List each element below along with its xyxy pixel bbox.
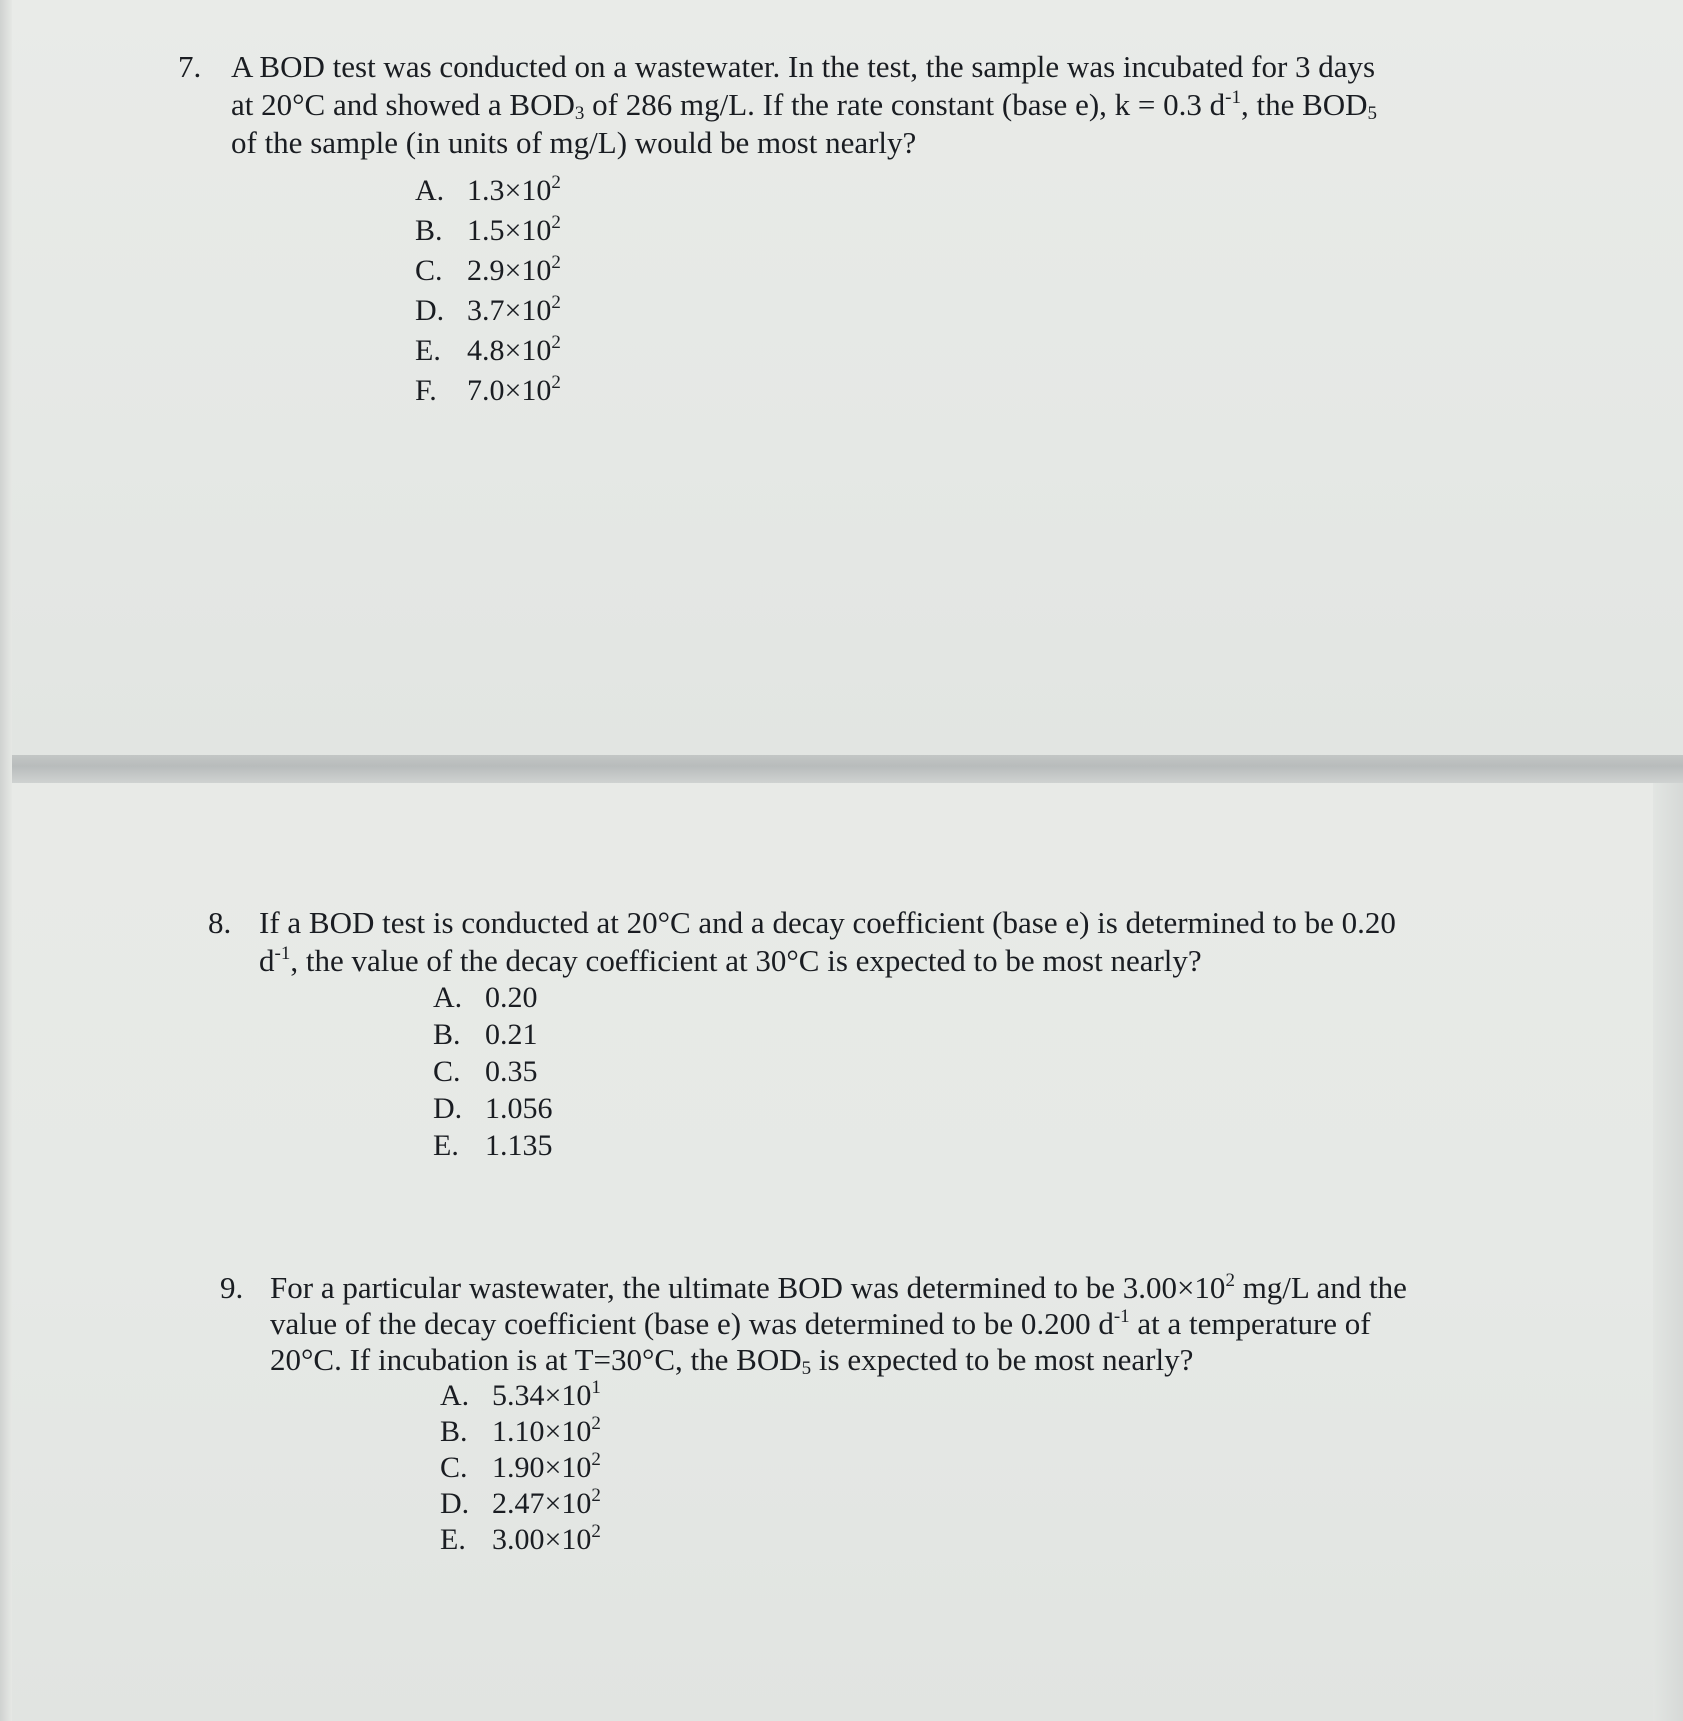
- option-letter: B.: [440, 1415, 468, 1448]
- option-exponent: 2: [551, 172, 561, 193]
- option-letter: C.: [433, 1055, 461, 1088]
- option-item[interactable]: [440, 1522, 601, 1558]
- q7-options: [415, 171, 561, 411]
- option-item[interactable]: [440, 1378, 601, 1414]
- option-letter: D.: [440, 1487, 470, 1520]
- option-item[interactable]: [433, 1053, 553, 1090]
- option-value: 0.20: [485, 981, 538, 1014]
- option-item[interactable]: [415, 211, 561, 251]
- question-text: [259, 904, 1396, 980]
- option-letter: F.: [415, 374, 437, 407]
- option-value: 3.00×10: [492, 1523, 592, 1556]
- question-9: [220, 1270, 1510, 1385]
- option-item[interactable]: [415, 331, 561, 371]
- option-value: 2.9×10: [467, 254, 552, 287]
- question-number: 9.: [220, 1270, 244, 1305]
- question-text: [231, 48, 1377, 162]
- option-item[interactable]: [433, 1016, 553, 1053]
- option-letter: A.: [415, 174, 445, 207]
- option-exponent: 2: [591, 1485, 601, 1506]
- option-exponent: 2: [591, 1413, 601, 1434]
- page-separator: [0, 755, 1683, 783]
- option-item[interactable]: [415, 251, 561, 291]
- question-line: at 20°C and showed a $BOD_3$ of 286 mg/L. If the rate constant (base e), k = 0.3 $d^{-1}$, the $BOD_5$: [231, 87, 1378, 124]
- option-value: 3.7×10: [467, 294, 552, 327]
- question-number: 7.: [178, 49, 202, 84]
- option-letter: E.: [415, 334, 441, 367]
- option-letter: B.: [415, 214, 443, 247]
- question-line: If a BOD test is conducted at 20°C and a decay coefficient (base e) is determined to be 0.20: [259, 905, 1396, 940]
- option-value: 1.90×10: [492, 1451, 592, 1484]
- option-item[interactable]: [433, 1090, 553, 1127]
- option-exponent: 2: [591, 1521, 601, 1542]
- option-letter: E.: [440, 1523, 466, 1556]
- q8-options: [433, 979, 553, 1164]
- right-edge-shadow: [1653, 783, 1683, 1721]
- left-edge-shadow: [0, 0, 12, 1721]
- option-value: 1.135: [485, 1129, 553, 1162]
- option-value: 0.35: [485, 1055, 538, 1088]
- question-text: [270, 1270, 1407, 1378]
- option-exponent: 2: [551, 252, 561, 273]
- option-exponent: 2: [551, 212, 561, 233]
- option-item[interactable]: [415, 171, 561, 211]
- option-item[interactable]: [433, 979, 553, 1016]
- option-letter: D.: [415, 294, 445, 327]
- option-value: 5.34×10: [492, 1379, 592, 1412]
- question-8: [208, 904, 1508, 984]
- option-item[interactable]: [415, 371, 561, 411]
- question-line: 20°C. If incubation is at T=30°C, the $BOD_5$ is expected to be most nearly?: [270, 1342, 1194, 1379]
- option-exponent: 2: [591, 1449, 601, 1470]
- question-number: 8.: [208, 905, 232, 940]
- option-letter: B.: [433, 1018, 461, 1051]
- option-letter: D.: [433, 1092, 463, 1125]
- option-value: 1.3×10: [467, 174, 552, 207]
- option-value: 1.056: [485, 1092, 553, 1125]
- option-letter: C.: [440, 1451, 468, 1484]
- option-letter: E.: [433, 1129, 459, 1162]
- option-item[interactable]: [415, 291, 561, 331]
- option-item[interactable]: [440, 1414, 601, 1450]
- option-exponent: 2: [551, 372, 561, 393]
- question-line: of the sample (in units of mg/L) would be most nearly?: [231, 125, 917, 160]
- option-exponent: 2: [551, 292, 561, 313]
- option-item[interactable]: [440, 1450, 601, 1486]
- option-value: 7.0×10: [467, 374, 552, 407]
- option-exponent: 1: [591, 1377, 601, 1398]
- question-7: [178, 48, 1538, 178]
- question-line: A BOD test was conducted on a wastewater. In the test, the sample was incubated for 3 days: [231, 49, 1376, 84]
- option-item[interactable]: [440, 1486, 601, 1522]
- question-line: For a particular wastewater, the ultimate BOD was determined to be $3.00\times 10^2$ mg/L and the: [270, 1270, 1407, 1305]
- option-value: 1.5×10: [467, 214, 552, 247]
- option-letter: C.: [415, 254, 443, 287]
- option-value: 0.21: [485, 1018, 538, 1051]
- option-value: 1.10×10: [492, 1415, 592, 1448]
- q9-options: [440, 1378, 601, 1558]
- option-item[interactable]: [433, 1127, 553, 1164]
- option-letter: A.: [433, 981, 463, 1014]
- question-line: $d^{-1}$, the value of the decay coefficient at 30°C is expected to be most nearly?: [259, 943, 1202, 978]
- question-line: value of the decay coefficient (base e) was determined to be 0.200 $d^{-1}$ at a temperature of: [270, 1306, 1371, 1341]
- option-value: 2.47×10: [492, 1487, 592, 1520]
- option-letter: A.: [440, 1379, 470, 1412]
- option-exponent: 2: [551, 332, 561, 353]
- option-value: 4.8×10: [467, 334, 552, 367]
